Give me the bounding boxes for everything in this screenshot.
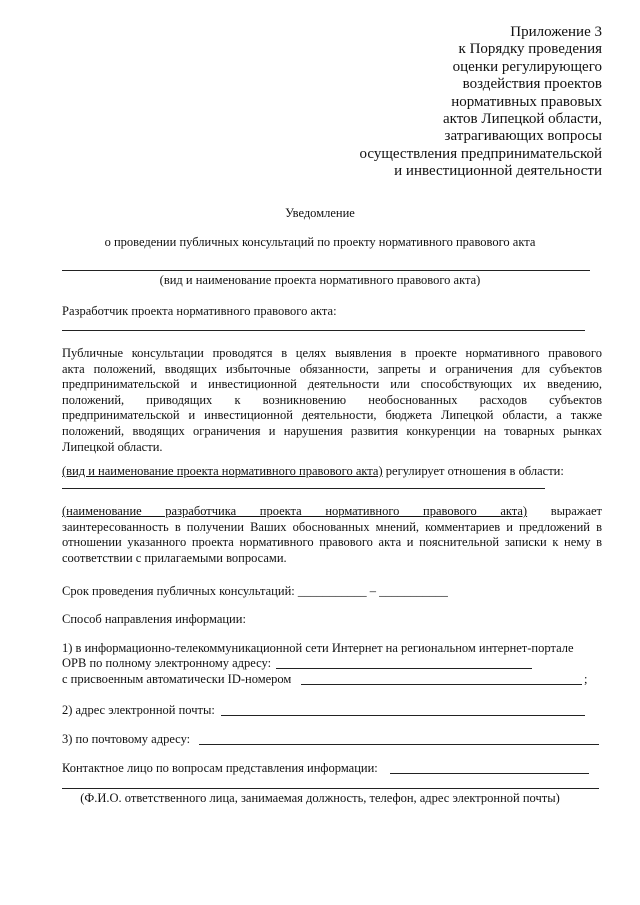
paragraph-line: соответствии с прилагаемыми вопросами. <box>62 550 287 565</box>
option1-line1: 1) в информационно-телекоммуникационной сети Интернет на региональном интернет-портале <box>62 641 574 655</box>
document-subtitle: о проведении публичных консультаций по проекту нормативного правового акта <box>104 235 536 249</box>
purpose-paragraph <box>62 346 602 455</box>
option1-id-label: с присвоенным автоматически ID-номером <box>62 672 292 686</box>
term-end-blank: ___________ <box>379 584 448 598</box>
appendix-line: нормативных правовых <box>451 93 602 110</box>
developer-label: Разработчик проекта нормативного правового акта: <box>62 304 337 318</box>
appendix-line: актов Липецкой области, <box>442 111 602 128</box>
contact-details-line <box>62 788 599 789</box>
term-dash: – <box>369 584 376 598</box>
option1-address-label: ОРВ по полному электронному адресу: <box>62 656 272 670</box>
appendix-line: оценки регулирующего <box>452 58 602 75</box>
method-label: Способ направления информации: <box>62 612 246 626</box>
paragraph-line <box>62 504 602 520</box>
appendix-line: затрагивающих вопросы <box>444 128 602 145</box>
option3-label: 3) по почтовому адресу: <box>62 732 191 746</box>
paragraph-line: акта положений, вводящих избыточные обязанности, запреты и ограничения для субъектов <box>62 361 602 376</box>
contact-field-line <box>390 773 589 774</box>
option1-address-line <box>276 668 532 669</box>
appendix-line: к Порядку проведения <box>458 41 602 58</box>
project-name-caption: (вид и наименование проекта нормативного правового акта) <box>159 273 481 287</box>
postal-address-line <box>199 744 599 745</box>
paragraph-line: положений, приводящих к возникновению необоснованных расходов субъектов <box>62 392 602 407</box>
paragraph-line: Липецкой области. <box>62 439 163 454</box>
project-name-line <box>62 270 590 271</box>
option1-id-end: ; <box>584 672 588 686</box>
term-label: Срок проведения публичных консультаций: <box>62 584 295 598</box>
interest-verb: выражает <box>527 504 603 518</box>
email-line <box>221 715 585 716</box>
developer-name-placeholder: (наименование разработчика проекта нормативного правового акта) <box>62 504 528 518</box>
contact-label: Контактное лицо по вопросам представления информации: <box>62 761 378 775</box>
appendix-line: осуществления предпринимательской <box>359 145 602 162</box>
term-start-blank: ___________ <box>297 584 367 598</box>
paragraph-line: предпринимательской и инвестиционной деятельности, бюджета Липецкой области, а также <box>62 408 602 423</box>
regulates-field-line <box>62 488 545 489</box>
term-line <box>62 583 448 599</box>
paragraph-line: положений, вводящих ограничения и нарушения развития конкуренции на товарных рынках <box>62 423 602 438</box>
option2-label: 2) адрес электронной почты: <box>62 703 215 717</box>
document-title: Уведомление <box>285 206 355 220</box>
paragraph-line: Публичные консультации проводятся в целях выявления в проекте нормативного правового <box>62 346 602 360</box>
regulates-text: регулирует отношения в области: <box>382 464 564 478</box>
project-name-placeholder: (вид и наименование проекта нормативного правового акта) <box>62 464 383 478</box>
paragraph-line: отношении указанного проекта нормативного правового акта и пояснительной записки к нему в <box>62 535 602 550</box>
regulates-line <box>62 463 564 479</box>
appendix-line: воздействия проектов <box>462 76 602 93</box>
developer-line <box>62 330 585 331</box>
option1-id-line <box>301 684 582 685</box>
appendix-header <box>302 24 602 181</box>
paragraph-line: заинтересованность в получении Ваших обоснованных мнений, комментариев и предложений в <box>62 519 602 534</box>
appendix-line: Приложение 3 <box>510 24 602 40</box>
interest-paragraph <box>62 504 602 566</box>
paragraph-line: предпринимательской и инвестиционной деятельности или способствующих их введению, <box>62 377 602 392</box>
appendix-line: и инвестиционной деятельности <box>394 163 602 180</box>
contact-caption: (Ф.И.О. ответственного лица, занимаемая должность, телефон, адрес электронной почты) <box>80 791 560 805</box>
